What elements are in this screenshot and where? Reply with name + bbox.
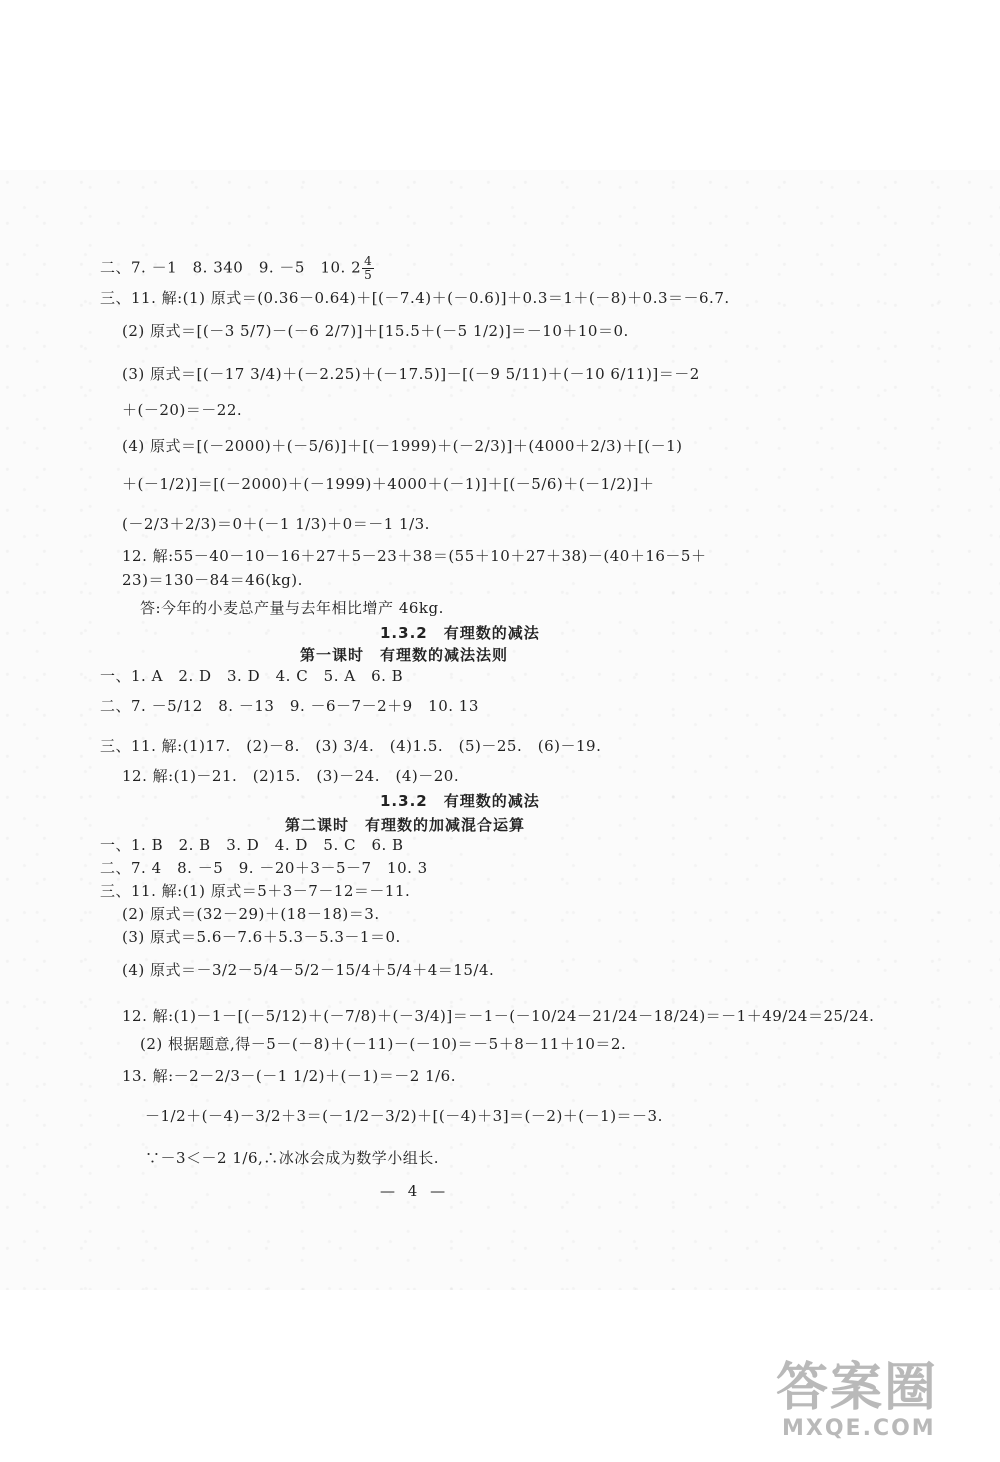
- answer-line: 三、11. 解:(1) 原式＝5＋3－7－12＝－11.: [100, 882, 411, 900]
- watermark-logo: [776, 1360, 986, 1446]
- answer-line: 二、7. －5/12 8. －13 9. －6－7－2＋9 10. 13: [100, 697, 479, 715]
- answer-line: 答:今年的小麦总产量与去年相比增产 46kg.: [140, 599, 444, 617]
- answer-line: 12. 解:(1)－1－[(－5/12)＋(－7/8)＋(－3/4)]＝－1－(－10/24－21/24－18/24)＝－1＋49/24＝25/24.: [122, 1007, 875, 1025]
- answer-line: (4) 原式＝[(－2000)＋(－5/6)]＋[(－1999)＋(－2/3)]＋(4000＋2/3)＋[(－1): [122, 437, 683, 455]
- answer-line: 三、11. 解:(1)17. (2)－8. (3) 3/4. (4)1.5. (5)－25. (6)－19.: [100, 737, 602, 755]
- answer-line: 一、1. B 2. B 3. D 4. D 5. C 6. B: [100, 836, 404, 854]
- section-heading: 1.3.2 有理数的减法: [380, 624, 540, 642]
- answer-line: 23)＝130－84＝46(kg).: [122, 571, 303, 589]
- fraction: $\frac{4}{5}$: [364, 254, 373, 282]
- answer-line: 二、7. －1 8. 340 9. －5 10. 2 $\frac{4}{5}$: [100, 254, 373, 282]
- answer-line: 二、7. 4 8. －5 9. －20＋3－5－7 10. 3: [100, 859, 428, 877]
- answer-line: ＋(－1/2)]＝[(－2000)＋(－1999)＋4000＋(－1)]＋[(－5/6)＋(－1/2)]＋: [122, 475, 655, 493]
- lesson-heading: 第一课时 有理数的减法法则: [300, 646, 509, 664]
- answer-line: (2) 根据题意,得－5－(－8)＋(－11)－(－10)＝－5＋8－11＋10＝2.: [140, 1035, 627, 1053]
- answer-line: 三、11. 解:(1) 原式＝(0.36－0.64)＋[(－7.4)＋(－0.6)]＋0.3＝1＋(－8)＋0.3＝－6.7.: [100, 289, 730, 307]
- answer-line: (2) 原式＝[(－3 5/7)－(－6 2/7)]＋[15.5＋(－5 1/2)]＝－10＋10＝0.: [122, 322, 629, 340]
- page-number: — 4 —: [380, 1182, 450, 1200]
- answer-line: 12. 解:55－40－10－16＋27＋5－23＋38＝(55＋10＋27＋38)－(40＋16－5＋: [122, 547, 707, 565]
- answer-line: ∵－3＜－2 1/6,∴冰冰会成为数学小组长.: [145, 1149, 440, 1167]
- answer-line: 13. 解:－2－2/3－(－1 1/2)＋(－1)＝－2 1/6.: [122, 1067, 456, 1085]
- watermark-url: MXQE.COM: [782, 1416, 936, 1441]
- watermark-text: 答案圈: [776, 1358, 939, 1418]
- answer-line: －1/2＋(－4)－3/2＋3＝(－1/2－3/2)＋[(－4)＋3]＝(－2)＋(－1)＝－3.: [145, 1107, 663, 1125]
- answer-line: (4) 原式＝－3/2－5/4－5/2－15/4＋5/4＋4＝15/4.: [122, 961, 495, 979]
- answer-line: (－2/3＋2/3)＝0＋(－1 1/3)＋0＝－1 1/3.: [122, 515, 430, 533]
- lesson-heading: 第二课时 有理数的加减混合运算: [285, 816, 526, 834]
- answer-line: (3) 原式＝5.6－7.6＋5.3－5.3－1＝0.: [122, 928, 401, 946]
- answer-line: (2) 原式＝(32－29)＋(18－18)＝3.: [122, 905, 380, 923]
- section-heading: 1.3.2 有理数的减法: [380, 792, 540, 810]
- answer-line: ＋(－20)＝－22.: [122, 401, 243, 419]
- answer-line: (3) 原式＝[(－17 3/4)＋(－2.25)＋(－17.5)]－[(－9 5/11)＋(－10 6/11)]＝－2: [122, 365, 700, 383]
- answer-line: 一、1. A 2. D 3. D 4. C 5. A 6. B: [100, 667, 404, 685]
- answer-line: 12. 解:(1)－21. (2)15. (3)－24. (4)－20.: [122, 767, 460, 785]
